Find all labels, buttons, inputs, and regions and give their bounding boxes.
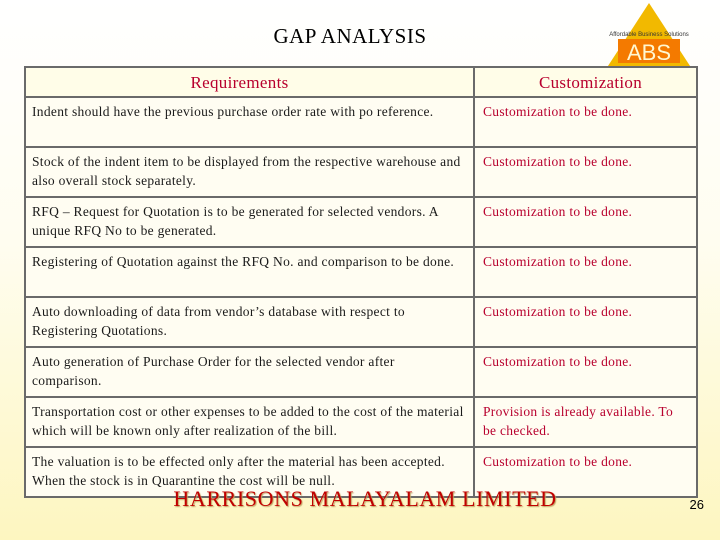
customization-cell: Customization to be done.	[474, 247, 697, 297]
table-row	[25, 347, 697, 397]
customization-cell: Customization to be done.	[474, 447, 697, 497]
logo-tagline: Affordable Business Solutions	[609, 32, 689, 38]
table-row	[25, 397, 697, 447]
requirement-cell: Auto downloading of data from vendor’s database with respect to Registering Quotations.	[25, 297, 474, 347]
table-row	[25, 297, 697, 347]
requirement-cell: Transportation cost or other expenses to be added to the cost of the material which will be known only after realization of the bill.	[25, 397, 474, 447]
abs-triangle-logo-icon	[604, 3, 694, 69]
customization-cell: Customization to be done.	[474, 147, 697, 197]
table-row	[25, 247, 697, 297]
table-row	[25, 147, 697, 197]
abs-logo	[604, 3, 694, 69]
requirement-cell: Indent should have the previous purchase order rate with po reference.	[25, 97, 474, 147]
requirement-cell: The valuation is to be effected only after the material has been accepted. When the stock is in Quarantine the cost will be null.	[25, 447, 474, 497]
customization-cell: Provision is already available. To be checked.	[474, 397, 697, 447]
requirements-header: Requirements	[25, 67, 474, 97]
customization-header: Customization	[474, 67, 697, 97]
requirement-cell: Registering of Quotation against the RFQ No. and comparison to be done.	[25, 247, 474, 297]
requirement-cell: Stock of the indent item to be displayed from the respective warehouse and also overall stock separately.	[25, 147, 474, 197]
customization-cell: Customization to be done.	[474, 197, 697, 247]
logo-text: ABS	[626, 40, 672, 65]
table-row	[25, 97, 697, 147]
page-number: 26	[689, 497, 704, 512]
requirement-cell: Auto generation of Purchase Order for the selected vendor after comparison.	[25, 347, 474, 397]
customization-cell: Customization to be done.	[474, 97, 697, 147]
requirement-cell: RFQ – Request for Quotation is to be generated for selected vendors. A unique RFQ No to be generated.	[25, 197, 474, 247]
company-footer: HARRISONS MALAYALAM LIMITED	[173, 486, 557, 511]
table-row	[25, 197, 697, 247]
gap-analysis-table	[24, 66, 698, 498]
page-title: GAP ANALYSIS	[273, 24, 427, 48]
customization-cell: Customization to be done.	[474, 297, 697, 347]
table-header-row	[25, 67, 697, 97]
customization-cell: Customization to be done.	[474, 347, 697, 397]
